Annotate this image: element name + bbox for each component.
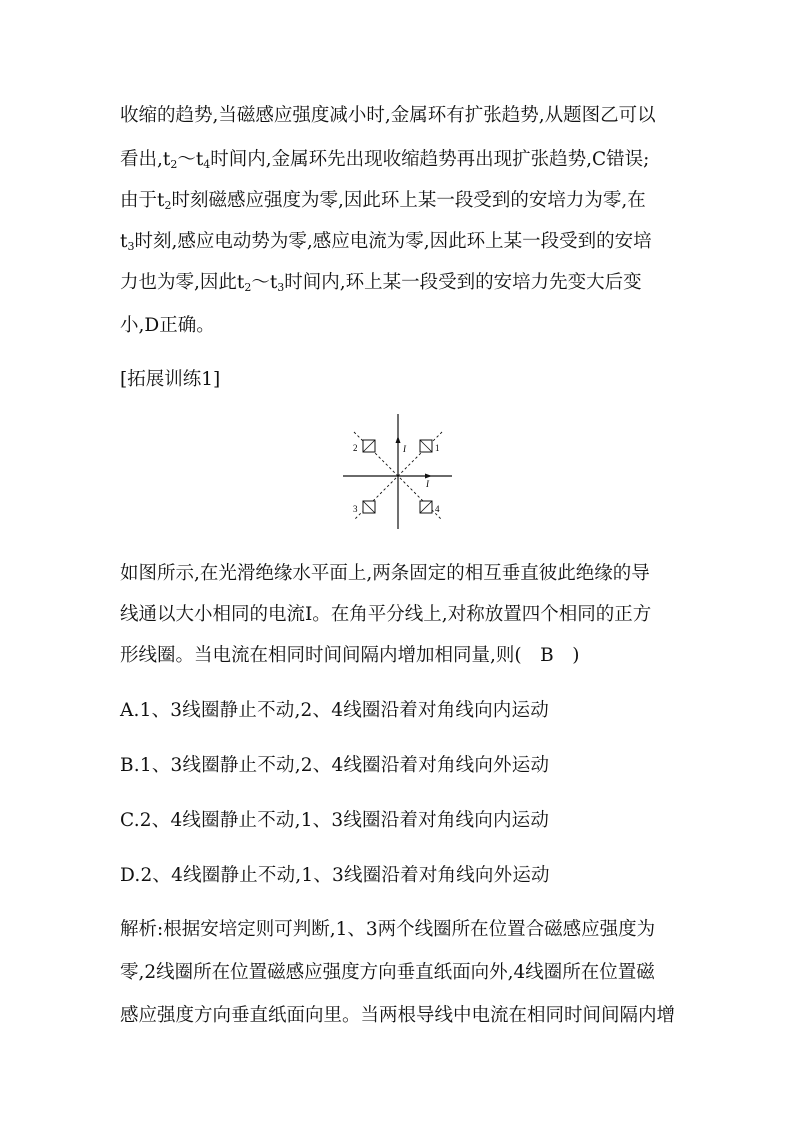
- text-line: 解析:根据安培定则可判断,1、3两个线圈所在位置合磁感应强度为: [120, 919, 656, 940]
- coil-label-2: 2: [353, 443, 358, 453]
- text-run: t: [120, 231, 128, 252]
- text-line: 小,D正确。: [120, 315, 215, 336]
- text-run: 时间内,环上某一段受到的安培力先变大后变: [284, 272, 642, 293]
- current-arrow-up: [396, 436, 401, 443]
- coil-diagram: [340, 412, 455, 532]
- text-line: [120, 148, 649, 177]
- text-line: 零,2线圈所在位置磁感应强度方向垂直纸面向外,4线圈所在位置磁: [120, 962, 655, 983]
- text-run: 由于t: [120, 190, 165, 211]
- text-line: 形线圈。当电流在相同时间间隔内增加相同量,则( B ): [120, 645, 580, 666]
- text-run: 看出,t: [120, 149, 171, 170]
- subscript: 2: [244, 281, 252, 294]
- subscript: 4: [203, 158, 211, 171]
- option-b: B.1、3线圈静止不动,2、4线圈沿着对角线向外运动: [120, 755, 550, 776]
- option-c: C.2、4线圈静止不动,1、3线圈沿着对角线向内运动: [120, 810, 550, 831]
- text-line: [120, 189, 646, 218]
- text-line: 线通以大小相同的电流I。在角平分线上,对称放置四个相同的正方: [120, 604, 652, 625]
- text-run: 时刻,感应电动势为零,感应电流为零,因此环上某一段受到的安培: [134, 231, 652, 252]
- option-d: D.2、4线圈静止不动,1、3线圈沿着对角线向外运动: [120, 865, 550, 886]
- text-run: 力也为零,因此t: [120, 272, 245, 293]
- section-heading: [拓展训练1]: [120, 369, 221, 390]
- current-label-vertical: I: [403, 444, 406, 454]
- coil-label-4: 4: [435, 504, 440, 514]
- text-run: ～t: [177, 149, 204, 170]
- text-run: 时间内,金属环先出现收缩趋势再出现扩张趋势,C错误;: [210, 149, 650, 170]
- text-line: [120, 271, 642, 300]
- subscript: 2: [164, 199, 172, 212]
- text-line: [120, 230, 652, 259]
- coil-label-3: 3: [353, 504, 358, 514]
- current-label-horizontal: I: [426, 479, 429, 489]
- subscript: 3: [277, 281, 285, 294]
- subscript: 3: [127, 240, 135, 253]
- current-arrow-right: [425, 474, 432, 479]
- option-a: A.1、3线圈静止不动,2、4线圈沿着对角线向内运动: [120, 700, 549, 721]
- subscript: 2: [170, 158, 178, 171]
- text-line: 收缩的趋势,当磁感应强度减小时,金属环有扩张趋势,从题图乙可以: [120, 105, 656, 126]
- coil-label-1: 1: [435, 443, 440, 453]
- text-line: 如图所示,在光滑绝缘水平面上,两条固定的相互垂直彼此绝缘的导: [120, 563, 650, 584]
- text-run: ～t: [251, 272, 278, 293]
- text-line: 感应强度方向垂直纸面向里。当两根导线中电流在相同时间间隔内增: [120, 1005, 676, 1026]
- text-run: 时刻磁感应强度为零,因此环上某一段受到的安培力为零,在: [171, 190, 646, 211]
